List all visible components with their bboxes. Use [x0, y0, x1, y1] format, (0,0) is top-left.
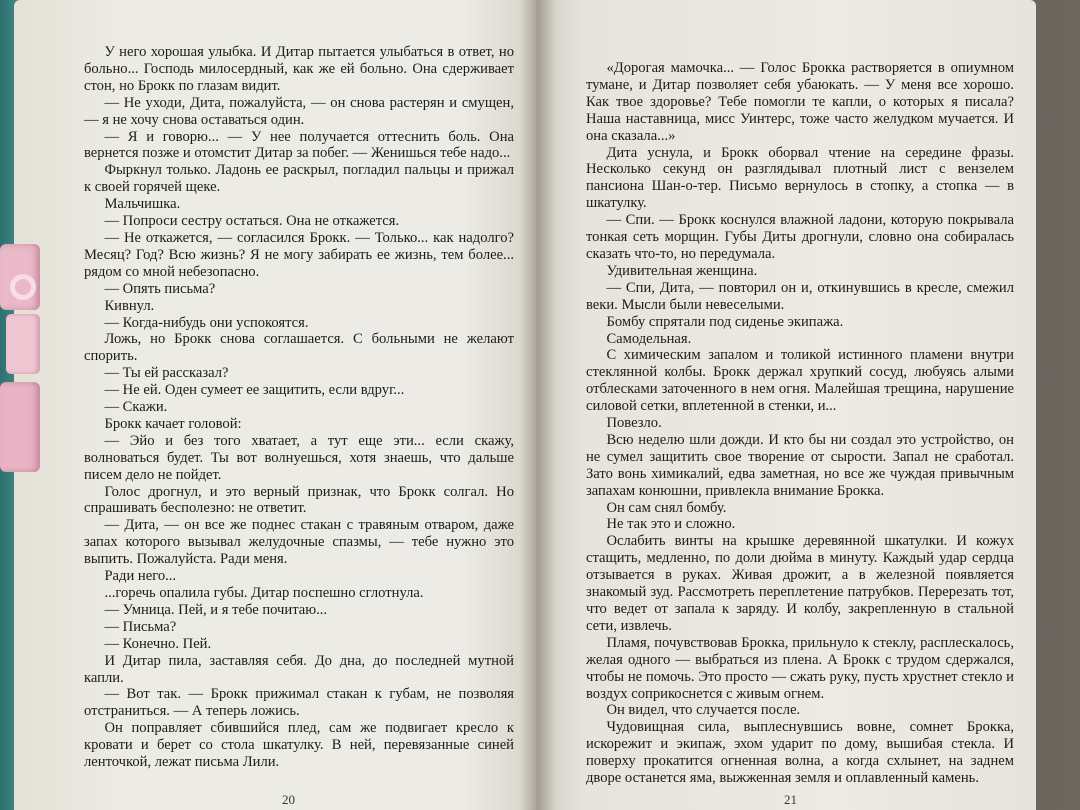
- page-number-right: 21: [784, 792, 797, 807]
- right-page-paragraph: Бомбу спрятали под сиденье экипажа.: [606, 313, 844, 330]
- right-page-text: [586, 60, 1014, 787]
- right-page-paragraph: Дита уснула, и Брокк оборвал чтение на середине фразы. Несколько секунд он разглядывал плотный лист с вензелем пансиона Шан-о-тер. Письмо вернулось в стопку, а стопка — в шкатулку.: [586, 144, 1014, 212]
- right-page-paragraph: Ослабить винты на крышке деревянной шкатулки. И кожух стащить, медленно, по доли дюйма в минуту. Каждый удар сердца отзывается в руках. Живая дрожит, а в железной появляется знакомый зуд. Рассмотреть переплетение патрубков. Перерезать тот, что ведет от запала к заряду. И колбу, закрепленную в стальной сети, извлечь.: [586, 533, 1014, 634]
- left-page-paragraph: — Вот так. — Брокк прижимал стакан к губам, не позволяя отстраниться. — А теперь ложись.: [84, 686, 514, 720]
- right-page-paragraph: Пламя, почувствовав Брокка, прильнуло к стеклу, расплескалось, желая одного — выбраться из плена. А Брокк с трудом сдержался, чтобы не помочь. Это просто — сжать руку, пусть хрустнет стекло и воздух соприкоснется с живым огнем.: [586, 634, 1014, 702]
- left-page-paragraph: Брокк качает головой:: [104, 415, 242, 432]
- left-page-paragraph: — Попроси сестру остаться. Она не откажется.: [104, 213, 400, 230]
- right-page-paragraph: — Спи. — Брокк коснулся влажной ладони, которую покрывала тонкая сеть морщин. Губы Диты дрогнули, словно она собиралась сказать что-то, но передумала.: [586, 212, 1014, 262]
- right-page-paragraph: Он сам снял бомбу.: [606, 499, 727, 516]
- right-page-paragraph: С химическим запалом и толикой истинного пламени внутри стеклянной колбы. Брокк держал хрупкий сосуд, любуясь алыми отблесками заточенного в нем огня. Малейшая трещина, нарушение силовой сетки, вплетенной в стенки, и...: [586, 347, 1014, 415]
- right-page-paragraph: — Спи, Дита, — повторил он и, откинувшись в кресле, смежил веки. Мысли были невеселыми.: [586, 279, 1014, 313]
- left-page: [14, 0, 542, 810]
- right-page-paragraph: Самодельная.: [606, 330, 692, 347]
- left-page-paragraph: И Дитар пила, заставляя себя. До дна, до последней мутной капли.: [84, 652, 514, 686]
- left-page-paragraph: — Конечно. Пей.: [104, 635, 212, 652]
- right-page-paragraph: Повезло.: [606, 415, 662, 432]
- right-page-paragraph: Он видел, что случается после.: [606, 702, 801, 719]
- left-page-paragraph: — Опять письма?: [104, 280, 216, 297]
- left-page-paragraph: ...горечь опалила губы. Дитар поспешно сглотнула.: [104, 585, 424, 601]
- left-page-paragraph: — Я и говорю... — У нее получается оттеснить боль. Она вернется позже и отомстит Дитар за побег. — Женишься тебе надо...: [84, 128, 514, 162]
- left-page-paragraph: — Умница. Пей, и я тебе почитаю...: [104, 601, 328, 618]
- right-page-paragraph: «Дорогая мамочка... — Голос Брокка растворяется в опиумном тумане, и Дитар позволяет себя убаюкать. — У меня все хорошо. Как твое здоровье? Тебе помогли те капли, о которых я писала? Наша наставница, мисс Уинтерс, тоже часто желудком мучается. И она сказала...»: [586, 60, 1014, 144]
- left-page-paragraph: — Письма?: [104, 618, 177, 635]
- left-page-paragraph: — Скажи.: [104, 399, 168, 416]
- book-gutter: [520, 0, 556, 810]
- pink-page-clip: [0, 244, 44, 472]
- right-page-paragraph: Всю неделю шли дожди. И кто бы ни создал это устройство, он не сумел защитить свое творение от сырости. Запал не сработал. Зато вонь химикалий, едва заметная, но все же чуждая привычным запахам конюшни, привлекла внимание Брокка.: [586, 431, 1014, 499]
- left-page-paragraph: У него хорошая улыбка. И Дитар пытается улыбаться в ответ, но больно... Господь милосердный, как же ей больно. Она сдерживает стон, но Брокк по глазам видит.: [84, 44, 514, 94]
- right-page-paragraph: Не так это и сложно.: [606, 516, 736, 533]
- left-page-paragraph: — Ты ей рассказал?: [104, 365, 229, 382]
- left-page-paragraph: Фыркнул только. Ладонь ее раскрыл, погладил пальцы и прижал к своей горячей щеке.: [84, 162, 514, 196]
- left-page-paragraph: Он поправляет сбившийся плед, сам же подвигает кресло к кровати и берет со стола шкатулку. В ней, перевязанные синей ленточкой, лежат письма Лили.: [84, 720, 514, 771]
- left-page-paragraph: Ради него...: [104, 568, 177, 585]
- page-number-left: 20: [282, 792, 295, 807]
- left-page-paragraph: — Когда-нибудь они успокоятся.: [104, 314, 309, 331]
- right-page-paragraph: Чудовищная сила, выплеснувшись вовне, сомнет Брокка, искорежит и экипаж, эхом ударит по дому, вышибая стекла. И поверху прокатится огненная волна, а когда схлынет, на заднем дворе останется яма, выжженная земля и оплавленный камень.: [586, 719, 1014, 787]
- left-page-paragraph: — Не откажется, — согласился Брокк. — Только... как надолго? Месяц? Год? Всю жизнь? Я не могу забирать ее жизнь, тем более... рядом со мной небезопасно.: [84, 229, 514, 280]
- left-page-paragraph: — Дита, — он все же поднес стакан с травяным отваром, даже запах которого вызывал желудочные спазмы, — тебе нужно это выпить. Пожалуйста. Ради меня.: [84, 517, 514, 568]
- right-page: [536, 0, 1036, 810]
- left-page-text: [84, 44, 514, 771]
- right-page-paragraph: Удивительная женщина.: [606, 262, 758, 279]
- left-page-paragraph: — Не ей. Оден сумеет ее защитить, если вдруг...: [104, 382, 405, 399]
- left-page-paragraph: — Эйо и без того хватает, а тут еще эти... если скажу, волноваться будет. Ты вот волнуешься, хотя знаешь, что дальше писем дело не пойдет.: [84, 432, 514, 483]
- left-page-paragraph: Кивнул.: [104, 297, 155, 314]
- left-page-paragraph: Голос дрогнул, и это верный признак, что Брокк солгал. Но спрашивать бесполезно: не ответит.: [84, 483, 514, 517]
- left-page-paragraph: Мальчишка.: [104, 196, 181, 213]
- left-page-paragraph: — Не уходи, Дита, пожалуйста, — он снова растерян и смущен, — я не хочу снова оставаться один.: [84, 94, 514, 128]
- left-page-paragraph: Ложь, но Брокк снова соглашается. С больными не желают спорить.: [84, 331, 514, 365]
